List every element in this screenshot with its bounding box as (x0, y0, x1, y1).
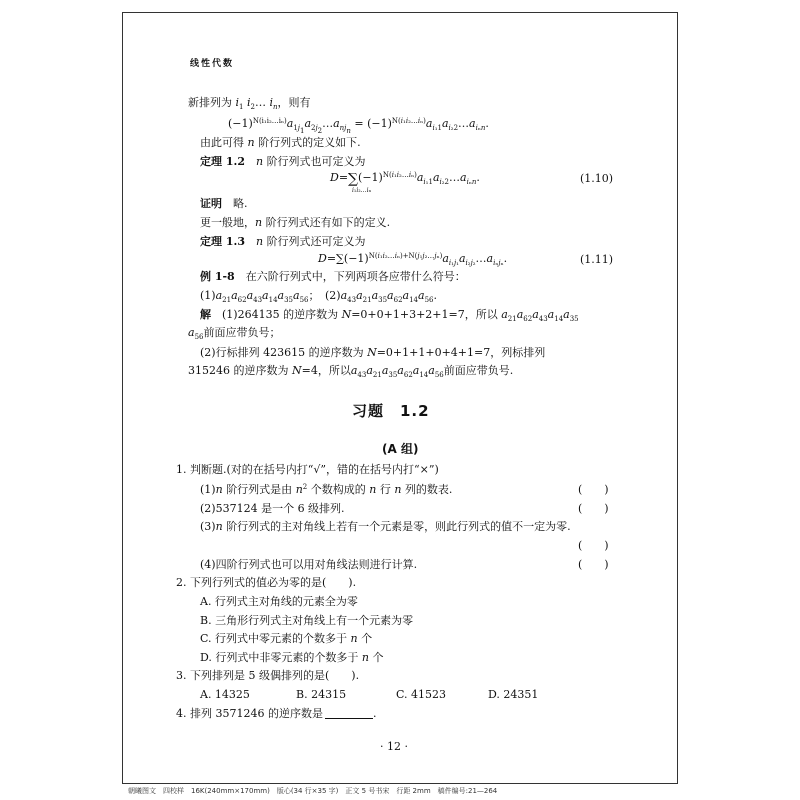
question-2-option-b: B. 三角形行列式主对角线上有一个元素为零 (200, 614, 414, 627)
equation-number-1-11: (1.11) (580, 253, 614, 266)
question-2-option-d: D. 行列式中非零元素的个数多于 n 个 (200, 651, 384, 664)
answer-box-1-4[interactable]: ( ) (578, 558, 609, 571)
question-1-2: (2)537124 是一个 6 级排列. (200, 502, 345, 515)
answer-box-1-1[interactable]: ( ) (578, 483, 609, 496)
question-2-option-c: C. 行列式中零元素的个数多于 n 个 (200, 632, 373, 645)
question-1-4: (4)四阶行列式也可以用对角线法则进行计算. (200, 558, 418, 571)
equation-sign-product: $(-1)^{N(i_1i_2\dots i_n)}a_{1j_1}a_{2j_2}\dots a_{nj_n}$ = $(-1)^{N(i_1i_2\dots i_n)}a_{i_11}a_{i_22}\dots a_{i_nn}$. (228, 117, 489, 135)
question-3: 3. 下列排列是 5 级偶排列的是( ). (176, 669, 360, 682)
equation-1-11: $D=\sum(-1)^{N(i_1i_2\dots i_n)+N(j_1j_2\dots j_n)}a_{i_1j_1}a_{i_2j_2}\dots a_{i_nj_n}$. (318, 252, 508, 267)
running-header: 线性代数 (190, 59, 235, 69)
solution-line-2: (2)行标排列 423615 的逆序数为 N=0+1+1+0+4+1=7，列标排列 (200, 346, 546, 359)
question-2: 2. 下列行列式的值必为零的是( ). (176, 576, 357, 589)
solution-line-2-cont: 315246 的逆序数为 N=4，所以$a_{43}a_{21}a_{35}a_{62}a_{14}a_{56}$前面应带负号. (188, 364, 514, 379)
page-number: · 12 · (380, 740, 408, 753)
question-1-3: (3)n 阶行列式的主对角线上若有一个元素是零，则此行列式的值不一定为零. (200, 520, 571, 533)
theorem-1-2: 定理 1.2 n 阶行列式也可定义为 (200, 155, 366, 168)
question-4: 4. 排列 3571246 的逆序数是 . (176, 707, 377, 720)
exercise-group-label: (A 组) (382, 442, 419, 456)
sum-index: i₁i₂…iₙ (352, 187, 372, 194)
text-line-definition-intro: 由此可得 n 阶行列式的定义如下. (200, 136, 361, 149)
solution-line-1: 解 (1)264135 的逆序数为 N=0+0+1+3+2+1=7，所以 $a_{21}a_{62}a_{43}a_{14}a_{35}$ (200, 308, 579, 323)
question-2-option-a: A. 行列式主对角线的元素全为零 (200, 595, 358, 608)
theorem-1-3: 定理 1.3 n 阶行列式还可定义为 (200, 235, 366, 248)
question-1: 1. 判断题.(对的在括号内打“√”，错的在括号内打“×”) (176, 463, 439, 476)
solution-line-1-cont: $a_{56}$前面应带负号； (188, 326, 281, 341)
question-3-option-b: B. 24315 (296, 688, 347, 701)
answer-box-1-2[interactable]: ( ) (578, 502, 609, 515)
print-footer: 朝曦图文 四校样 16K(240mm×170mm) 版心(34 行×35 字) 正文 5 号书宋 行距 2mm 稿件编号:21—264 (128, 787, 498, 795)
proof-line: 证明 略. (200, 197, 248, 210)
text-line-new-permutation: 新排列为 $i_1$ $i_2\dots$ $i_n$，则有 (188, 96, 311, 111)
exercise-title: 习题 1.2 (352, 402, 430, 420)
question-3-option-d: D. 24351 (488, 688, 539, 701)
example-1-8: 例 1-8 在六阶行列式中，下列两项各应带什么符号： (200, 270, 466, 283)
example-1-8-items: $(1)a_{21}a_{62}a_{43}a_{14}a_{35}a_{56}$； $(2)a_{43}a_{21}a_{35}a_{62}a_{14}a_{56}$. (200, 289, 437, 304)
question-1-1: (1)n 阶行列式是由 $n^2$ 个数构成的 n 行 n 列的数表. (200, 483, 453, 496)
equation-1-10: $D=\sum(-1)^{N(i_1i_2\dots i_n)}a_{i_11}a_{i_22}\dots a_{i_nn}$. (330, 171, 480, 187)
question-3-option-a: A. 14325 (200, 688, 250, 701)
text-line-general: 更一般地，n 阶行列式还有如下的定义. (200, 216, 391, 229)
answer-box-1-3[interactable]: ( ) (578, 539, 609, 552)
answer-blank-4[interactable] (325, 707, 373, 719)
equation-number-1-10: (1.10) (580, 172, 614, 185)
question-3-option-c: C. 41523 (396, 688, 447, 701)
